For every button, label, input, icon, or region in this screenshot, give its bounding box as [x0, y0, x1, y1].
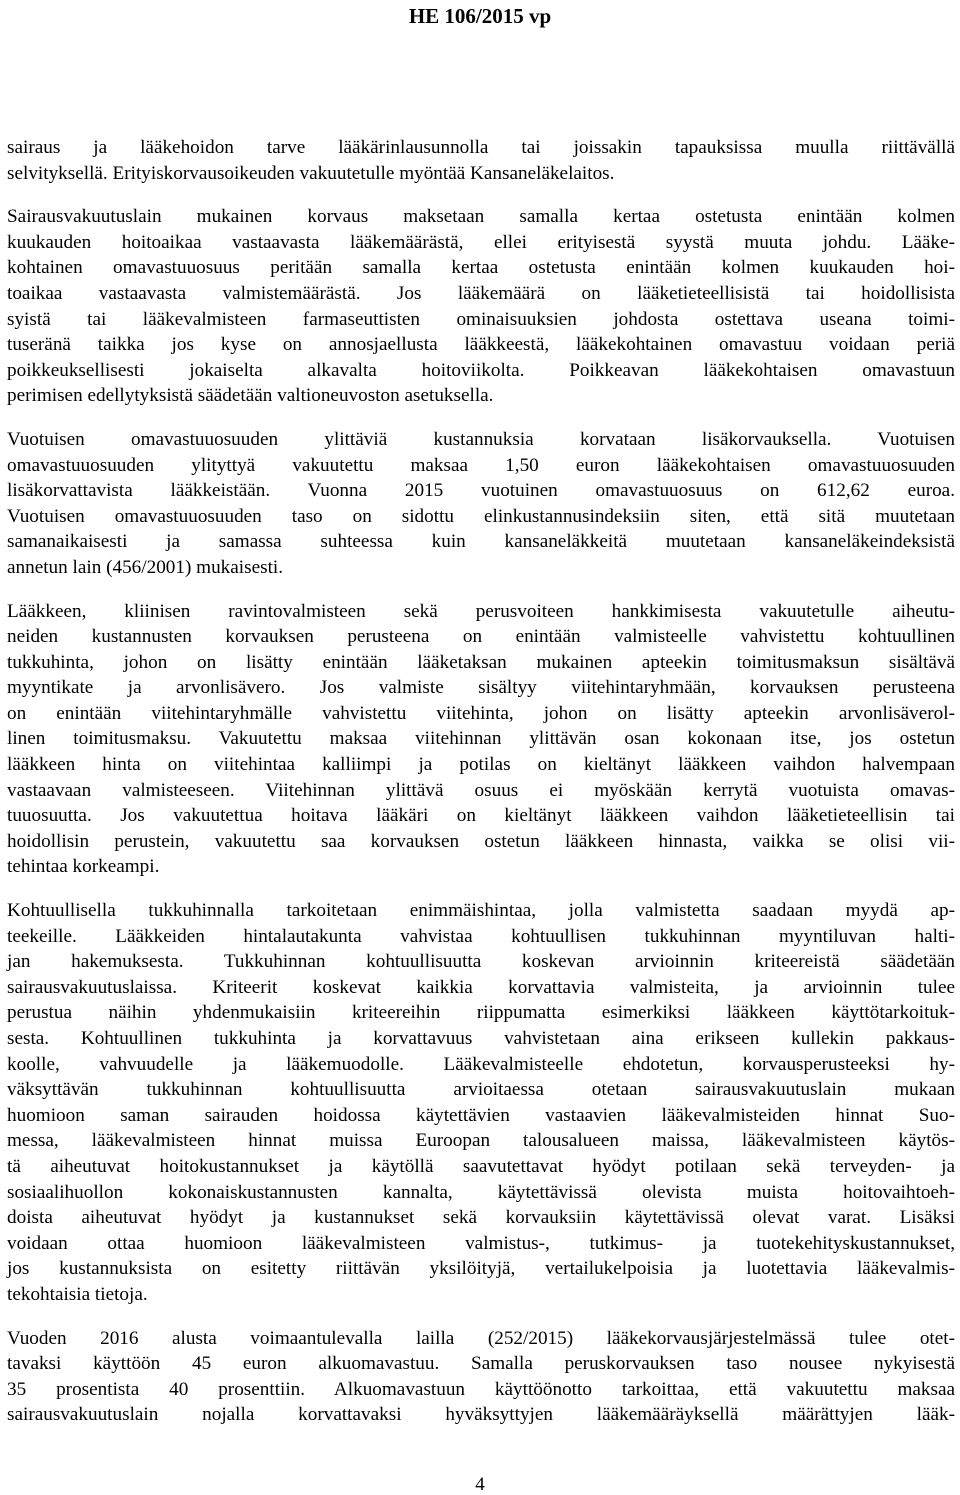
text-line: myyntikate ja arvonlisävero. Jos valmiste sisältyy viitehintaryhmään, korvauksen perusteena	[7, 677, 955, 699]
text-line: Vuotuisen omavastuuosuuden taso on sidottu elinkustannusindeksiin siten, että sitä muutetaan	[7, 505, 955, 527]
text-line: on enintään viitehintaryhmälle vahvistettu viitehinta, johon on lisätty apteekin arvonlisäverol-	[7, 702, 955, 724]
text-line: tukkuhinta, johon on lisätty enintään lääketaksan mukainen apteekin toimitusmaksun sisältävä	[7, 651, 955, 673]
text-line: tuseränä taikka jos kyse on annosjaellusta lääkkeestä, lääkekohtainen omavastuu voidaan periä	[7, 334, 955, 356]
text-line: koolle, vahvuudelle ja lääkemuodolle. Lääkevalmisteelle ehdotetun, korvausperusteeksi hy-	[7, 1053, 955, 1075]
text-line: tä aiheutuvat hoitokustannukset ja käytöllä saavutettavat hyödyt potilaan sekä terveyden- ja	[7, 1155, 955, 1177]
text-line: väksyttävän tukkuhinnan kohtuullisuutta arvioitaessa otetaan sairausvakuutuslain mukaan	[7, 1079, 955, 1101]
text-line: sairausvakuutuslain nojalla korvattavaksi hyväksyttyjen lääkemääräyksellä määrättyjen lääk-	[7, 1404, 955, 1426]
text-line: kohtainen omavastuuosuus peritään samalla kertaa ostetusta enintään kolmen kuukauden hoi-	[7, 257, 955, 279]
text-line: vastaavaan valmisteeseen. Viitehinnan ylittävä osuus ei myöskään kerrytä vuotuista omavas-	[7, 779, 955, 801]
text-line: Vuoden 2016 alusta voimaantulevalla lailla (252/2015) lääkekorvausjärjestelmässä tulee otet-	[7, 1327, 955, 1349]
text-line: toaikaa vastaavasta valmistemäärästä. Jos lääkemäärä on lääketieteellisistä tai hoidollisista	[7, 282, 955, 304]
text-line: jos kustannuksista on esitetty riittävän yksilöityjä, vertailukelpoisia ja luotettavia lääkevalmis-	[7, 1258, 955, 1280]
text-line: tekohtaisia tietoja.	[7, 1283, 148, 1305]
text-line: samanaikaisesti ja samassa suhteessa kuin kansaneläkkeitä muutetaan kansaneläkeindeksistä	[7, 531, 955, 553]
page-number: 4	[475, 1474, 485, 1495]
text-line: messa, lääkevalmisteen hinnat muissa Euroopan talousalueen maissa, lääkevalmisteen käytös-	[7, 1130, 955, 1152]
text-line: huomioon saman sairauden hoidossa käytettävien vastaavien lääkevalmisteiden hinnat Suo-	[7, 1104, 955, 1126]
text-line: neiden kustannusten korvauksen perusteena on enintään valmisteelle vahvistettu kohtuullinen	[7, 626, 955, 648]
text-line: perustua näihin yhdenmukaisiin kriteereihin riippumatta esimerkiksi lääkkeen käyttötarkoituk-	[7, 1002, 955, 1024]
text-line: sairausvakuutuslaissa. Kriteerit koskevat kaikkia korvattavia valmisteita, ja arvioinnin tulee	[7, 976, 955, 998]
text-line: sairaus ja lääkehoidon tarve lääkärinlausunnolla tai joissakin tapauksissa muulla riittävällä	[7, 137, 955, 158]
document-body	[7, 135, 955, 1428]
text-line: tehintaa korkeampi.	[7, 856, 160, 878]
text-line: jan hakemuksesta. Tukkuhinnan kohtuullisuutta koskevan arvioinnin kriteereistä säädetään	[7, 951, 955, 973]
text-line: teekeille. Lääkkeiden hintalautakunta vahvistaa kohtuullisen tukkuhinnan myyntiluvan halti-	[7, 925, 955, 947]
text-line: 35 prosentista 40 prosenttiin. Alkuomavastuun käyttöönotto tarkoittaa, että vakuutettu maksaa	[7, 1378, 955, 1400]
text-line: kuukauden hoitoaikaa vastaavasta lääkemäärästä, ellei erityisestä syystä muuta johdu. Lääke-	[7, 231, 955, 253]
text-line: poikkeuksellisesti jokaiselta alkavalta hoitoviikolta. Poikkeavan lääkekohtaisen omavastuun	[7, 359, 955, 381]
paragraph	[7, 427, 955, 581]
text-line: sosiaalihuollon kokonaiskustannusten kannalta, käytettävissä olevista muista hoitovaihtoeh-	[7, 1181, 955, 1203]
text-line: Sairausvakuutuslain mukainen korvaus maksetaan samalla kertaa ostetusta enintään kolmen	[7, 206, 955, 228]
text-line: Lääkkeen, kliinisen ravintovalmisteen sekä perusvoiteen hankkimisesta vakuutetulle aiheutu-	[7, 600, 955, 622]
text-line: Vuotuisen omavastuuosuuden ylittäviä kustannuksia korvataan lisäkorvauksella. Vuotuisen	[7, 428, 955, 450]
text-line: perimisen edellytyksistä säädetään valtioneuvoston asetuksella.	[7, 385, 494, 407]
text-line: lisäkorvattavista lääkkeistään. Vuonna 2015 vuotuinen omavastuuosuus on 612,62 euroa.	[7, 480, 955, 502]
text-line: lääkkeen hinta on viitehintaa kalliimpi ja potilas on kieltänyt lääkkeen vaihdon halvempaan	[7, 754, 955, 776]
paragraph	[7, 599, 955, 881]
text-line: sesta. Kohtuullinen tukkuhinta ja korvattavuus vahvistetaan aina erikseen kullekin pakkaus-	[7, 1028, 955, 1049]
text-line: tuuosuutta. Jos vakuutettua hoitava lääkäri on kieltänyt lääkkeen vaihdon lääketieteellisin tai	[7, 805, 955, 827]
paragraph	[7, 135, 955, 186]
text-line: syistä tai lääkevalmisteen farmaseuttisten ominaisuuksien johdosta ostettava useana toimi-	[7, 308, 955, 330]
text-line: linen toimitusmaksu. Vakuutettu maksaa viitehinnan ylittävän osan kokonaan itse, jos ostetun	[7, 728, 955, 750]
paragraph	[7, 898, 955, 1308]
text-line: doista aiheutuvat hyödyt ja kustannukset sekä korvauksiin käytettävissä olevat varat. Lisäksi	[7, 1207, 955, 1229]
text-line: omavastuuosuuden ylityttyä vakuutettu maksaa 1,50 euron lääkekohtaisen omavastuuosuuden	[7, 454, 955, 476]
text-line: selvityksellä. Erityiskorvausoikeuden vakuutetulle myöntää Kansaneläkelaitos.	[7, 162, 615, 184]
document-header: HE 106/2015 vp	[408, 4, 552, 28]
text-line: Kohtuullisella tukkuhinnalla tarkoitetaan enimmäishintaa, jolla valmistetta saadaan myydä ap-	[7, 900, 955, 922]
paragraph	[7, 1326, 955, 1428]
text-line: hoidollisin perustein, vakuutettu saa korvauksen ostetun lääkkeen hinnasta, vaikka se olisi vii-	[7, 830, 955, 852]
text-line: voidaan ottaa huomioon lääkevalmisteen valmistus-, tutkimus- ja tuotekehityskustannukset,	[7, 1232, 955, 1254]
paragraph	[7, 204, 955, 409]
text-line: annetun lain (456/2001) mukaisesti.	[7, 556, 284, 578]
text-line: tavaksi käyttöön 45 euron alkuomavastuu. Samalla peruskorvauksen taso nousee nykyisestä	[7, 1353, 955, 1375]
